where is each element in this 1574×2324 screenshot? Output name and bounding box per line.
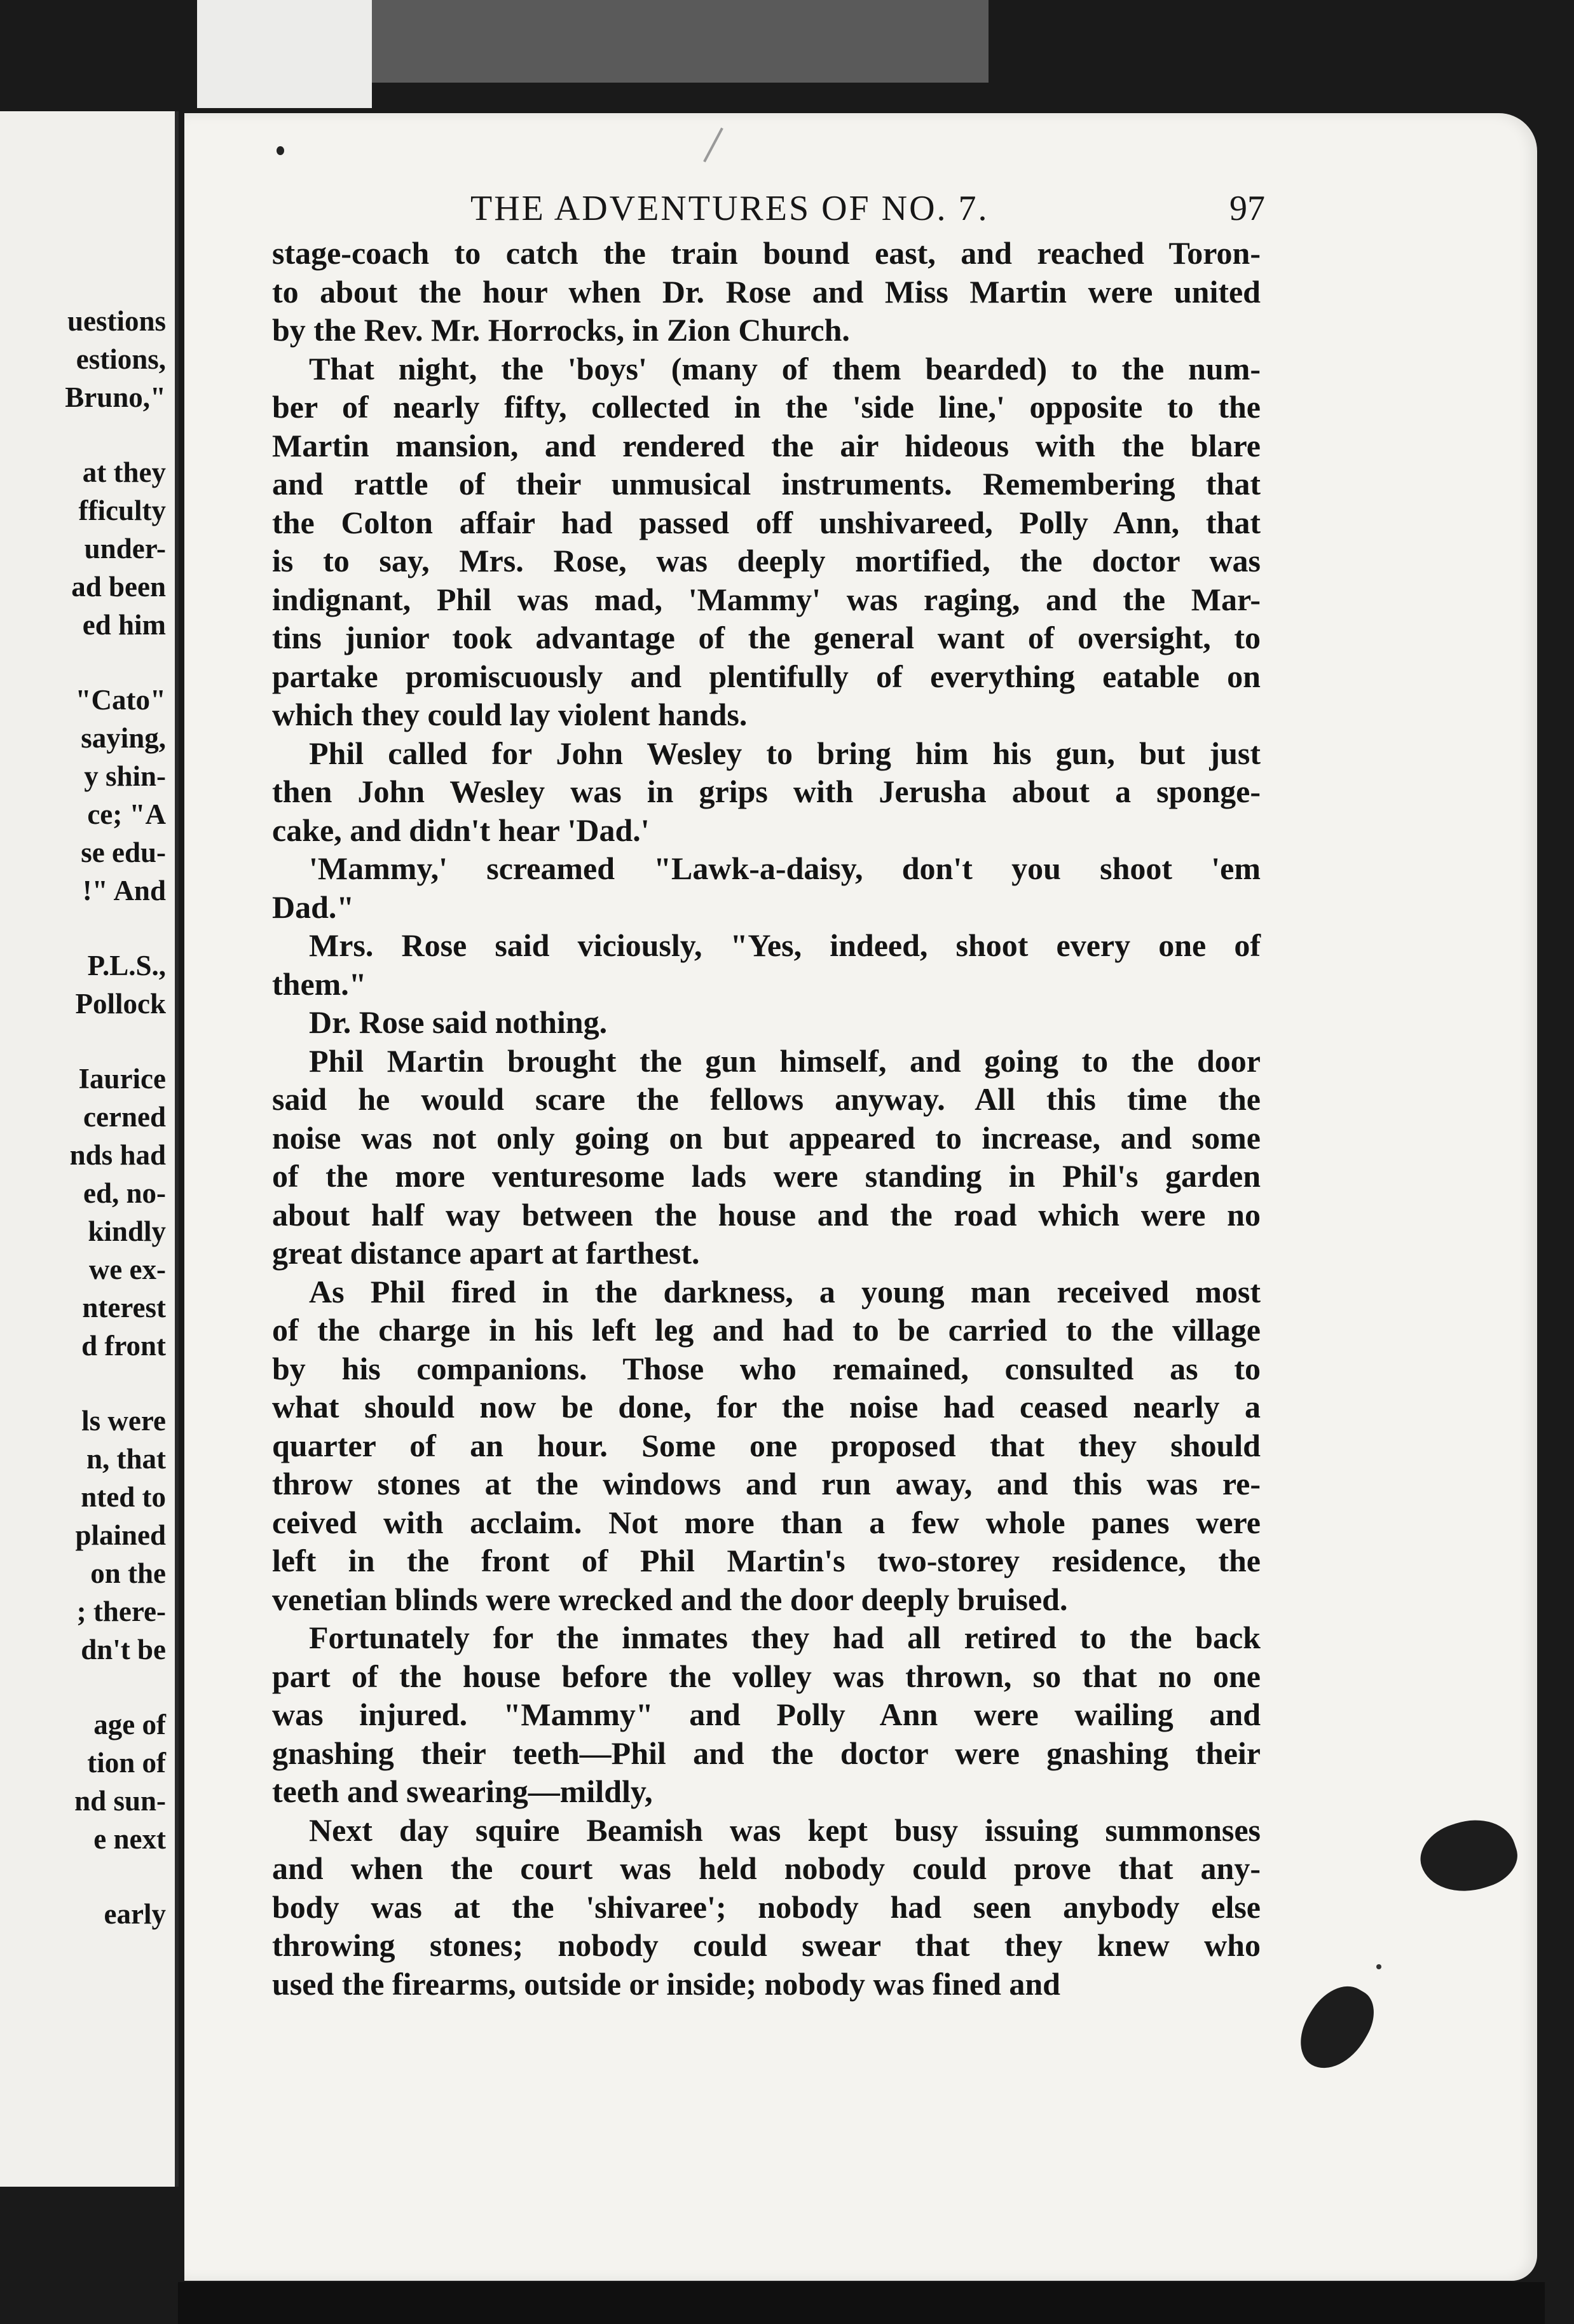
left-text-line: estions,	[76, 343, 166, 375]
text-line: ceived with acclaim. Not more than a few whole panes were	[272, 1504, 1261, 1540]
paragraph	[272, 1003, 1261, 1042]
text-line: them."	[272, 966, 367, 1002]
running-head-title: THE ADVENTURES OF NO. 7.	[470, 189, 989, 228]
text-line: teeth and swearing—mildly,	[272, 1774, 653, 1809]
paragraph	[272, 1042, 1261, 1273]
text-line: That night, the 'boys' (many of them bearded) to the num-	[309, 350, 1261, 386]
left-text-line: nd sun-	[74, 1785, 166, 1817]
text-line: of the charge in his left leg and had to be carried to the village	[272, 1312, 1261, 1348]
text-line: about half way between the house and the road which were no	[272, 1196, 1261, 1233]
ink-dot	[277, 146, 284, 155]
text-line: quarter of an hour. Some one proposed that they should	[272, 1427, 1261, 1463]
paragraph	[272, 734, 1261, 850]
text-line: what should now be done, for the noise had ceased nearly a	[272, 1389, 1261, 1425]
left-text-line: fficulty	[78, 495, 166, 526]
left-text-line: plained	[75, 1519, 166, 1551]
text-line: Next day squire Beamish was kept busy issuing summonses	[309, 1812, 1261, 1848]
text-line: stage-coach to catch the train bound east, and reached Toron-	[272, 235, 1261, 271]
left-text-group	[0, 1895, 166, 1933]
left-text-line: ce; "A	[87, 798, 166, 830]
left-text-group	[0, 1060, 166, 1365]
text-line: tins junior took advantage of the general want of oversight, to	[272, 620, 1261, 655]
left-text-line: saying,	[81, 722, 166, 754]
running-head	[299, 188, 1265, 229]
left-text-line: ; there-	[76, 1596, 166, 1627]
text-line: throwing stones; nobody could swear that they knew who	[272, 1927, 1261, 1963]
left-text-line: se edu-	[81, 837, 166, 868]
text-line: Phil Martin brought the gun himself, and going to the door	[309, 1042, 1261, 1079]
text-line: which they could lay violent hands.	[272, 697, 748, 732]
paragraph	[272, 849, 1261, 926]
text-line: the Colton affair had passed off unshivareed, Polly Ann, that	[272, 504, 1261, 540]
text-line: said he would scare the fellows anyway. All this time the	[272, 1081, 1261, 1117]
left-text-line: Iaurice	[78, 1063, 166, 1095]
left-text-line: nterest	[82, 1292, 166, 1323]
text-line: and when the court was held nobody could prove that any-	[272, 1850, 1261, 1886]
text-line: Mrs. Rose said viciously, "Yes, indeed, shoot every one of	[309, 927, 1261, 963]
text-line: Fortunately for the inmates they had all retired to the back	[309, 1620, 1261, 1655]
left-text-line: cerned	[83, 1101, 166, 1133]
text-line: part of the house before the volley was thrown, so that no one	[272, 1658, 1261, 1694]
top-strip-gray	[372, 0, 989, 83]
left-text-line: nted to	[81, 1481, 166, 1513]
paragraph	[272, 1273, 1261, 1619]
text-line: is to say, Mrs. Rose, was deeply mortified, the doctor was	[272, 543, 1261, 578]
page-bottom-shadow	[178, 2282, 1545, 2324]
left-facing-page	[0, 111, 179, 2187]
text-line: was injured. "Mammy" and Polly Ann were wailing and	[272, 1697, 1261, 1732]
text-line: used the firearms, outside or inside; nobody was fined and	[272, 1965, 1060, 2002]
left-text-line: age of	[93, 1709, 166, 1740]
left-text-line: kindly	[88, 1215, 166, 1247]
text-line: by his companions. Those who remained, consulted as to	[272, 1350, 1261, 1386]
text-line: noise was not only going on but appeared to increase, and some	[272, 1119, 1261, 1156]
left-text-line: d front	[81, 1330, 166, 1362]
text-line: great distance apart at farthest.	[272, 1235, 700, 1271]
text-line: partake promiscuously and plentifully of everything eatable on	[272, 658, 1261, 694]
text-line: left in the front of Phil Martin's two-storey residence, the	[272, 1543, 1261, 1578]
text-line: cake, and didn't hear 'Dad.'	[272, 812, 650, 848]
left-text-line: !" And	[82, 875, 166, 906]
left-text-line: n, that	[86, 1443, 166, 1475]
left-text-line: early	[104, 1898, 166, 1930]
left-page-text-fragments	[0, 302, 166, 1970]
left-text-group	[0, 453, 166, 644]
text-line: then John Wesley was in grips with Jerusha about a sponge-	[272, 774, 1261, 809]
text-line: gnashing their teeth—Phil and the doctor were gnashing their	[272, 1735, 1261, 1771]
text-line: body was at the 'shivaree'; nobody had seen anybody else	[272, 1889, 1261, 1925]
left-text-line: dn't be	[81, 1634, 166, 1665]
text-line: to about the hour when Dr. Rose and Miss Martin were united	[272, 273, 1261, 310]
text-line: Martin mansion, and rendered the air hideous with the blare	[272, 427, 1261, 463]
left-text-line: ed him	[82, 609, 166, 641]
text-line: Dr. Rose said nothing.	[309, 1004, 608, 1040]
left-text-group	[0, 1705, 166, 1858]
text-line: Phil called for John Wesley to bring him his gun, but just	[309, 735, 1261, 771]
left-text-line: e next	[93, 1823, 166, 1855]
left-text-group	[0, 681, 166, 910]
paragraph	[272, 926, 1261, 1003]
left-text-line: ls were	[81, 1405, 166, 1437]
left-text-line: Bruno,"	[65, 381, 166, 413]
left-text-group	[0, 947, 166, 1023]
paragraph	[272, 350, 1261, 734]
text-line: indignant, Phil was mad, 'Mammy' was raging, and the Mar-	[272, 581, 1261, 617]
left-text-line: ed, no-	[83, 1177, 166, 1209]
left-text-line: uestions	[67, 305, 166, 337]
text-line: As Phil fired in the darkness, a young man received most	[309, 1273, 1261, 1309]
text-line: throw stones at the windows and run away, and this was re-	[272, 1466, 1261, 1501]
left-text-line: Pollock	[75, 988, 166, 1020]
left-text-line: under-	[84, 533, 166, 564]
left-text-line: on the	[90, 1557, 166, 1589]
left-text-line: we ex-	[88, 1254, 166, 1285]
paragraph	[272, 234, 1261, 350]
left-text-line: ad been	[71, 571, 166, 603]
text-line: Dad."	[272, 889, 355, 925]
left-text-group	[0, 1402, 166, 1669]
body-text	[272, 234, 1261, 2003]
scratch-mark	[703, 128, 723, 163]
left-text-line: "Cato"	[75, 684, 166, 716]
text-line: ber of nearly fifty, collected in the 'side line,' opposite to the	[272, 389, 1261, 425]
left-text-line: tion of	[87, 1747, 166, 1779]
text-line: venetian blinds were wrecked and the door deeply bruised.	[272, 1581, 1068, 1617]
left-text-line: nds had	[69, 1139, 166, 1171]
ink-speck	[1376, 1964, 1381, 1969]
left-text-line: y shin-	[84, 760, 166, 792]
text-line: by the Rev. Mr. Horrocks, in Zion Church.	[272, 312, 850, 348]
left-text-group	[0, 302, 166, 416]
text-line: and rattle of their unmusical instruments. Remembering that	[272, 466, 1261, 502]
paragraph	[272, 1811, 1261, 2004]
page-number: 97	[1229, 189, 1265, 228]
paragraph	[272, 1618, 1261, 1811]
text-line: of the more venturesome lads were standing in Phil's garden	[272, 1158, 1261, 1194]
top-strip-light	[197, 0, 372, 108]
left-text-line: P.L.S.,	[87, 950, 166, 981]
left-text-line: at they	[82, 456, 166, 488]
text-line: 'Mammy,' screamed "Lawk-a-daisy, don't you shoot 'em	[309, 851, 1261, 886]
